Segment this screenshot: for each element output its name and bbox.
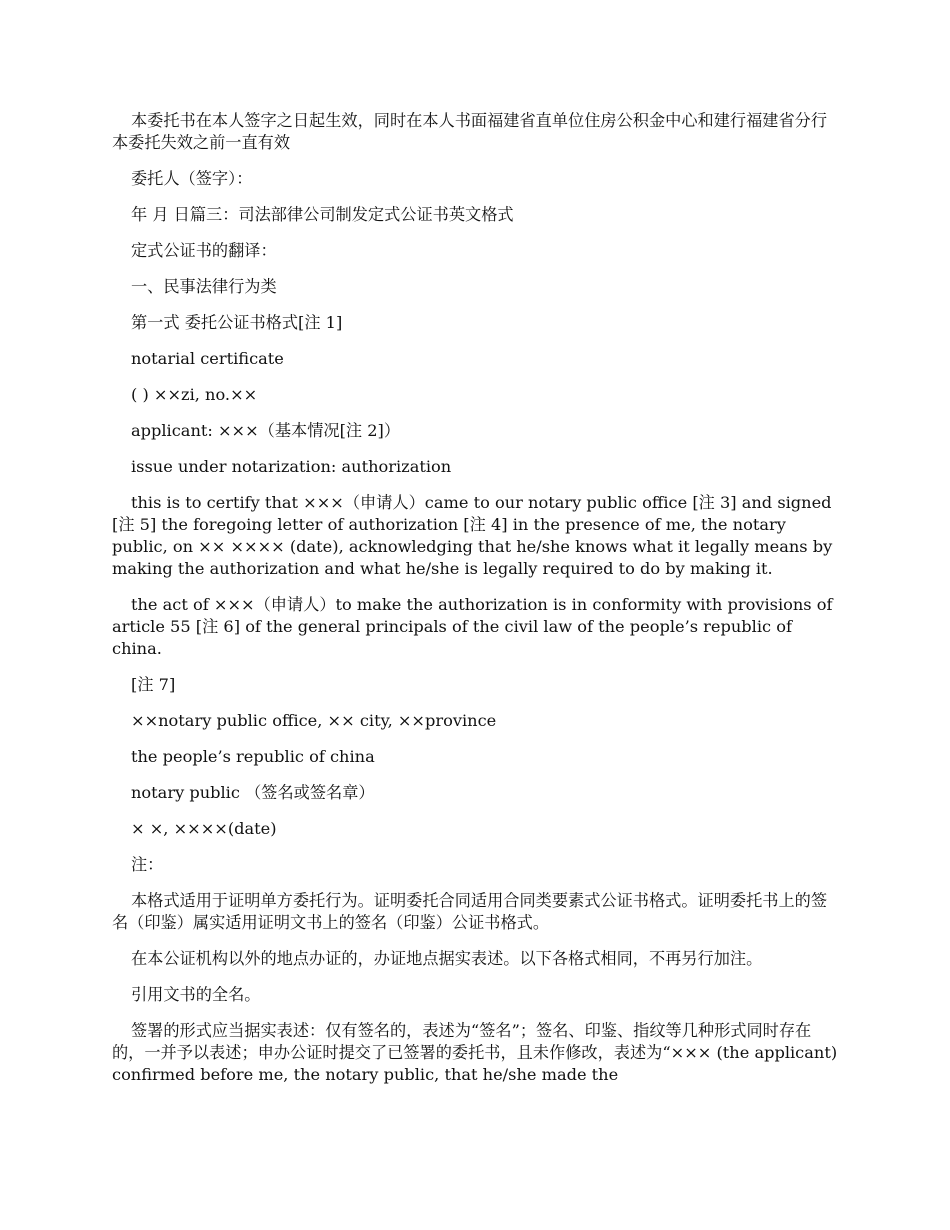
paragraph-certificate-title: notarial certificate	[131, 349, 284, 368]
paragraph-format-heading: 第一式 委托公证书格式[注 1]	[131, 313, 343, 332]
paragraph-translation-heading: 定式公证书的翻译：	[131, 241, 277, 260]
paragraph-note-7: [注 7]	[131, 675, 176, 694]
paragraph-section-heading: 一、民事法律行为类	[131, 277, 277, 296]
paragraph-certification-body: this is to certify that ×××（申请人）came to our notary public office [注 3] and signed [注 5] the foregoing letter of authorization [注 4] in the presence of me, the notary public, on ×× ×××× (date), acknowledging that he/she knows what it legally means by making the authorization and what he/she is legally required to do by making it.	[112, 493, 833, 578]
document-body	[112, 110, 840, 1086]
paragraph-country: the people’s republic of china	[131, 747, 375, 766]
paragraph-conformity: the act of ×××（申请人）to make the authorization is in conformity with provisions of article 55 [注 6] of the general principals of the civil law of the people’s republic of china.	[112, 595, 833, 658]
paragraph-date-heading: 年 月 日篇三：司法部律公司制发定式公证书英文格式	[131, 205, 514, 224]
paragraph-note-3: 在本公证机构以外的地点办证的，办证地点据实表述。以下各格式相同，不再另行加注。	[131, 949, 763, 968]
paragraph-note-1: 本格式适用于证明单方委托行为。证明委托合同适用合同类要素式公证书格式。证明委托书上的签名（印鉴）属实适用证明文书上的签名（印鉴）公证书格式。	[112, 891, 828, 932]
paragraph-certificate-number: ( ) ××zi, no.××	[131, 385, 258, 404]
paragraph-note-5: 签署的形式应当据实表述：仅有签名的，表述为“签名”；签名、印鉴、指纹等几种形式同时存在的，一并予以表述；申办公证时提交了已签署的委托书，且未作修改，表述为“××× (the applicant) confirmed before me, the notary public, that he/she made the	[112, 1021, 838, 1084]
paragraph-note-4: 引用文书的全名。	[131, 985, 261, 1004]
paragraph-notary-signature: notary public （签名或签名章）	[131, 783, 375, 802]
paragraph-notes-heading: 注：	[131, 855, 164, 874]
paragraph-principal-signature: 委托人（签字）：	[131, 169, 253, 188]
paragraph-effective-clause: 本委托书在本人签字之日起生效，同时在本人书面福建省直单位住房公积金中心和建行福建省分行本委托失效之前一直有效	[112, 111, 828, 152]
paragraph-date-line: × ×, ××××(date)	[131, 819, 277, 838]
paragraph-applicant: applicant: ×××（基本情况[注 2]）	[131, 421, 401, 440]
paragraph-notary-office: ××notary public office, ×× city, ××province	[131, 711, 497, 730]
paragraph-issue: issue under notarization: authorization	[131, 457, 452, 476]
